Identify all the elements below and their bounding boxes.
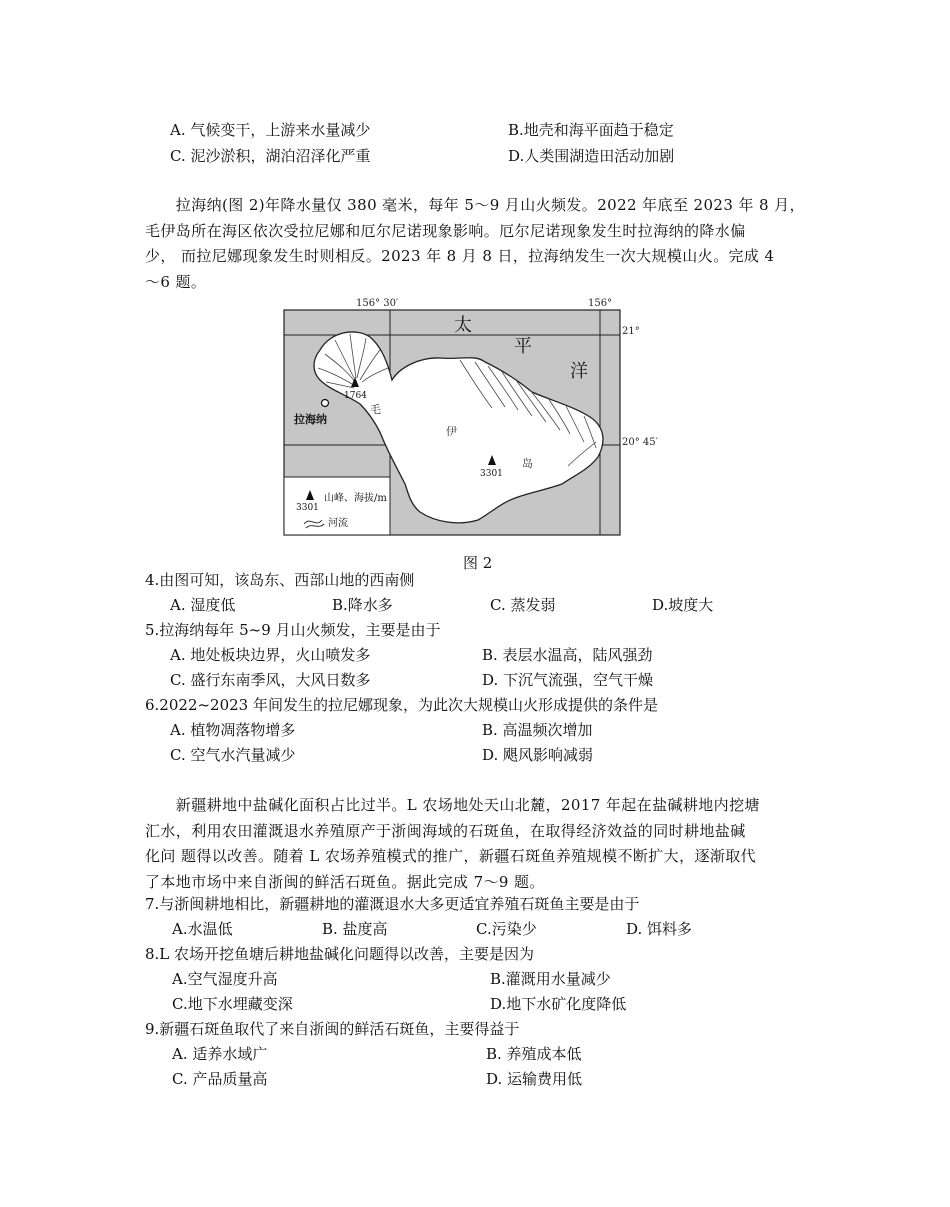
- q9-option-c: C. 产品质量高: [172, 1070, 268, 1088]
- q8-stem: 8.L 农场开挖鱼塘后耕地盐碱化问题得以改善，主要是因为: [145, 945, 535, 963]
- q7-option-d: D. 饵料多: [626, 920, 693, 938]
- q8-option-a: A.空气湿度升高: [172, 970, 278, 988]
- island-label-char2: 伊: [446, 425, 457, 438]
- q6-stem: 6.2022~2023 年间发生的拉尼娜现象，为此次大规模山火形成提供的条件是: [145, 696, 658, 714]
- passage-line: ～6 题。: [145, 272, 207, 291]
- q8-option-d: D.地下水矿化度降低: [490, 995, 627, 1013]
- q7-option-a: A.水温低: [172, 920, 233, 938]
- lahaina-marker-icon: [322, 400, 329, 407]
- passage-line: 了本地市场中来自浙闽的鲜活石斑鱼。据此完成 7～9 题。: [145, 872, 545, 891]
- q3-option-c: C. 泥沙淤积，湖泊沼泽化严重: [170, 147, 371, 165]
- peak-east-elevation: 3301: [480, 469, 503, 479]
- q3-option-b: B.地壳和海平面趋于稳定: [508, 121, 674, 139]
- q6-option-d: D. 飓风影响减弱: [482, 746, 594, 764]
- ocean-label-char1: 太: [454, 315, 472, 336]
- q9-option-a: A. 适养水域广: [172, 1045, 268, 1063]
- q4-option-c: C. 蒸发弱: [490, 596, 556, 614]
- q5-option-a: A. 地处板块边界，火山喷发多: [170, 646, 371, 664]
- longitude-label-right: 156°: [588, 298, 613, 309]
- longitude-label-left: 156° 30′: [356, 298, 399, 309]
- legend-river-label: 河流: [328, 518, 348, 529]
- lahaina-label: 拉海纳: [294, 413, 327, 426]
- latitude-label-bottom: 20° 45′: [622, 437, 658, 448]
- island-label-char1: 毛: [370, 403, 381, 416]
- maui-map-figure: [270, 292, 658, 542]
- q6-option-c: C. 空气水汽量减少: [170, 746, 296, 764]
- figure-caption: 图 2: [463, 554, 493, 572]
- passage-line: 拉海纳(图 2)年降水量仅 380 毫米，每年 5～9 月山火频发。2022 年底至 2023 年 8 月，: [145, 196, 805, 214]
- ocean-label-char2: 平: [514, 336, 532, 357]
- q3-option-d: D.人类围湖造田活动加剧: [508, 147, 675, 165]
- q8-option-b: B.灌溉用水量减少: [490, 970, 611, 988]
- q8-option-c: C.地下水埋藏变深: [172, 995, 293, 1013]
- q7-option-b: B. 盐度高: [322, 920, 388, 938]
- q5-option-b: B. 表层水温高，陆风强劲: [482, 646, 653, 664]
- q4-stem: 4.由图可知，该岛东、西部山地的西南侧: [145, 571, 415, 589]
- q7-stem: 7.与浙闽耕地相比，新疆耕地的灌溉退水大多更适宜养殖石斑鱼主要是由于: [145, 895, 640, 913]
- peak-west-elevation: 1764: [344, 391, 367, 401]
- legend-peak-value: 3301: [296, 503, 319, 513]
- passage-line: 化问 题得以改善。随着 L 农场养殖模式的推广，新疆石斑鱼养殖规模不断扩大，逐渐取代: [145, 847, 757, 865]
- q4-option-a: A. 湿度低: [170, 596, 236, 614]
- passage-lahaina: [145, 193, 810, 295]
- q5-option-c: C. 盛行东南季风，大风日数多: [170, 671, 371, 689]
- q5-stem: 5.拉海纳每年 5~9 月山火频发，主要是由于: [145, 621, 441, 639]
- passage-line: 新疆耕地中盐碱化面积占比过半。L 农场地处天山北麓，2017 年起在盐碱耕地内挖塘: [145, 796, 760, 814]
- passage-line: 汇水，利用农田灌溉退水养殖原产于浙闽海域的石斑鱼，在取得经济效益的同时耕地盐碱: [145, 821, 746, 840]
- q7-option-c: C.污染少: [476, 920, 537, 938]
- ocean-label-char3: 洋: [570, 361, 588, 382]
- q5-option-d: D. 下沉气流强，空气干燥: [482, 671, 654, 689]
- q4-option-b: B.降水多: [332, 596, 393, 614]
- latitude-label-top: 21°: [622, 326, 640, 337]
- passage-line: 少， 而拉尼娜现象发生时则相反。2023 年 8 月 8 日，拉海纳发生一次大规模山火。完成 4: [145, 247, 775, 265]
- q4-option-d: D.坡度大: [652, 596, 714, 614]
- q6-option-a: A. 植物凋落物增多: [170, 721, 296, 739]
- q9-stem: 9.新疆石斑鱼取代了来自浙闽的鲜活石斑鱼，主要得益于: [145, 1020, 520, 1038]
- passage-xinjiang-grouper: [145, 793, 810, 895]
- passage-line: 毛伊岛所在海区依次受拉尼娜和厄尔尼诺现象影响。厄尔尼诺现象发生时拉海纳的降水偏: [145, 221, 746, 240]
- q6-option-b: B. 高温频次增加: [482, 721, 593, 739]
- q9-option-b: B. 养殖成本低: [486, 1045, 582, 1063]
- legend-peak-label: 山峰、海拔/m: [324, 493, 387, 504]
- q3-option-a: A. 气候变干，上游来水量减少: [170, 121, 371, 139]
- island-label-char3: 岛: [522, 457, 533, 470]
- q9-option-d: D. 运输费用低: [486, 1070, 583, 1088]
